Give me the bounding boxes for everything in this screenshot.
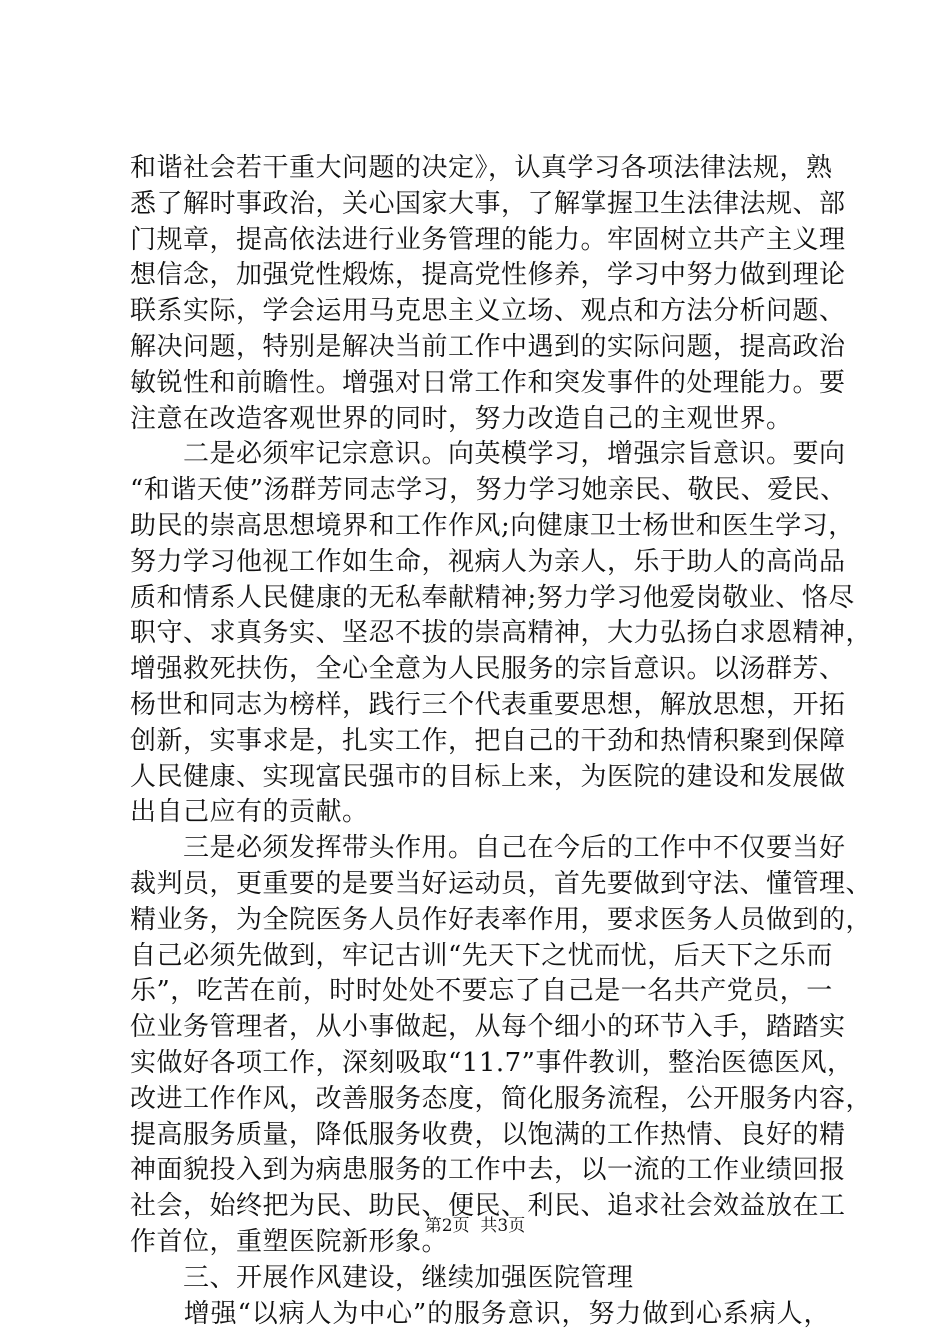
text-line: 注意在改造客观世界的同时，努力改造自己的主观世界。 — [130, 403, 793, 434]
text-line: 门规章，提高依法进行业务管理的能力。牢固树立共产主义理 — [130, 224, 846, 255]
text-line: 出自己应有的贡献。 — [130, 797, 369, 828]
text-line: 职守、求真务实、坚忍不拔的崇高精神，大力弘扬白求恩精神， — [130, 618, 873, 649]
text-line: 三是必须发挥带头作用。自己在今后的工作中不仅要当好 — [130, 833, 846, 864]
text-line: 助民的崇高思想境界和工作作风;向健康卫士杨世和医生学习， — [130, 510, 855, 541]
text-line: 精业务，为全院医务人员作好表率作用，要求医务人员做到的， — [130, 904, 873, 935]
text-line: 增强救死扶伤，全心全意为人民服务的宗旨意识。以汤群芳、 — [130, 654, 846, 685]
text-line: 位业务管理者，从小事做起，从每个细小的环节入手，踏踏实 — [130, 1012, 846, 1043]
text-line: 作首位，重塑医院新形象。 — [130, 1226, 449, 1257]
text-line: 改进工作作风，改善服务态度，简化服务流程，公开服务内容， — [130, 1083, 873, 1114]
text-line: 提高服务质量，降低服务收费，以饱满的工作热情、良好的精 — [130, 1119, 846, 1150]
text-line: 解决问题，特别是解决当前工作中遇到的实际问题，提高政治 — [130, 331, 846, 362]
body-text — [130, 151, 873, 1332]
text-line: 增强“以病人为中心”的服务意识，努力做到心系病人， — [130, 1298, 830, 1329]
text-line: 创新，实事求是，扎实工作，把自己的干劲和热情积聚到保障 — [130, 725, 846, 756]
text-line: 悉了解时事政治，关心国家大事，了解掌握卫生法律法规、部 — [130, 188, 846, 219]
text-line: 和谐社会若干重大问题的决定》，认真学习各项法律法规，熟 — [130, 153, 833, 183]
text-line: “和谐天使”汤群芳同志学习，努力学习她亲民、敬民、爱民、 — [130, 475, 847, 506]
text-line: 想信念，加强党性煅炼，提高党性修养，学习中努力做到理论 — [130, 260, 846, 291]
text-line: 二是必须牢记宗意识。向英模学习，增强宗旨意识。要向 — [130, 439, 846, 470]
text-line: 杨世和同志为榜样，践行三个代表重要思想，解放思想，开拓 — [130, 689, 846, 720]
section-heading: 三、开展作风建设，继续加强医院管理 — [130, 1262, 634, 1293]
text-line: 实做好各项工作，深刻吸取“11.7”事件教训，整治医德医风， — [130, 1047, 854, 1078]
text-line: 努力学习他视工作如生命，视病人为亲人，乐于助人的高尚品 — [130, 546, 846, 577]
text-line: 自己必须先做到，牢记古训“先天下之忧而忧，后天下之乐而 — [130, 940, 833, 971]
text-line: 人民健康、实现富民强市的目标上来，为医院的建设和发展做 — [130, 761, 846, 792]
text-line: 神面貌投入到为病患服务的工作中去，以一流的工作业绩回报 — [130, 1155, 846, 1186]
text-line: 敏锐性和前瞻性。增强对日常工作和突发事件的处理能力。要 — [130, 367, 846, 398]
text-line: 质和情系人民健康的无私奉献精神;努力学习他爱岗敬业、恪尽 — [130, 582, 855, 613]
text-line: 联系实际，学会运用马克思主义立场、观点和方法分析问题、 — [130, 296, 846, 327]
text-line: 乐”，吃苦在前，时时处处不要忘了自己是一名共产党员，一 — [130, 976, 833, 1007]
text-line: 裁判员，更重要的是要当好运动员，首先要做到守法、懂管理、 — [130, 868, 873, 899]
page-footer: 第2页 共3页 — [424, 1216, 526, 1236]
text-line: 社会，始终把为民、助民、便民、利民、追求社会效益放在工 — [130, 1191, 846, 1222]
